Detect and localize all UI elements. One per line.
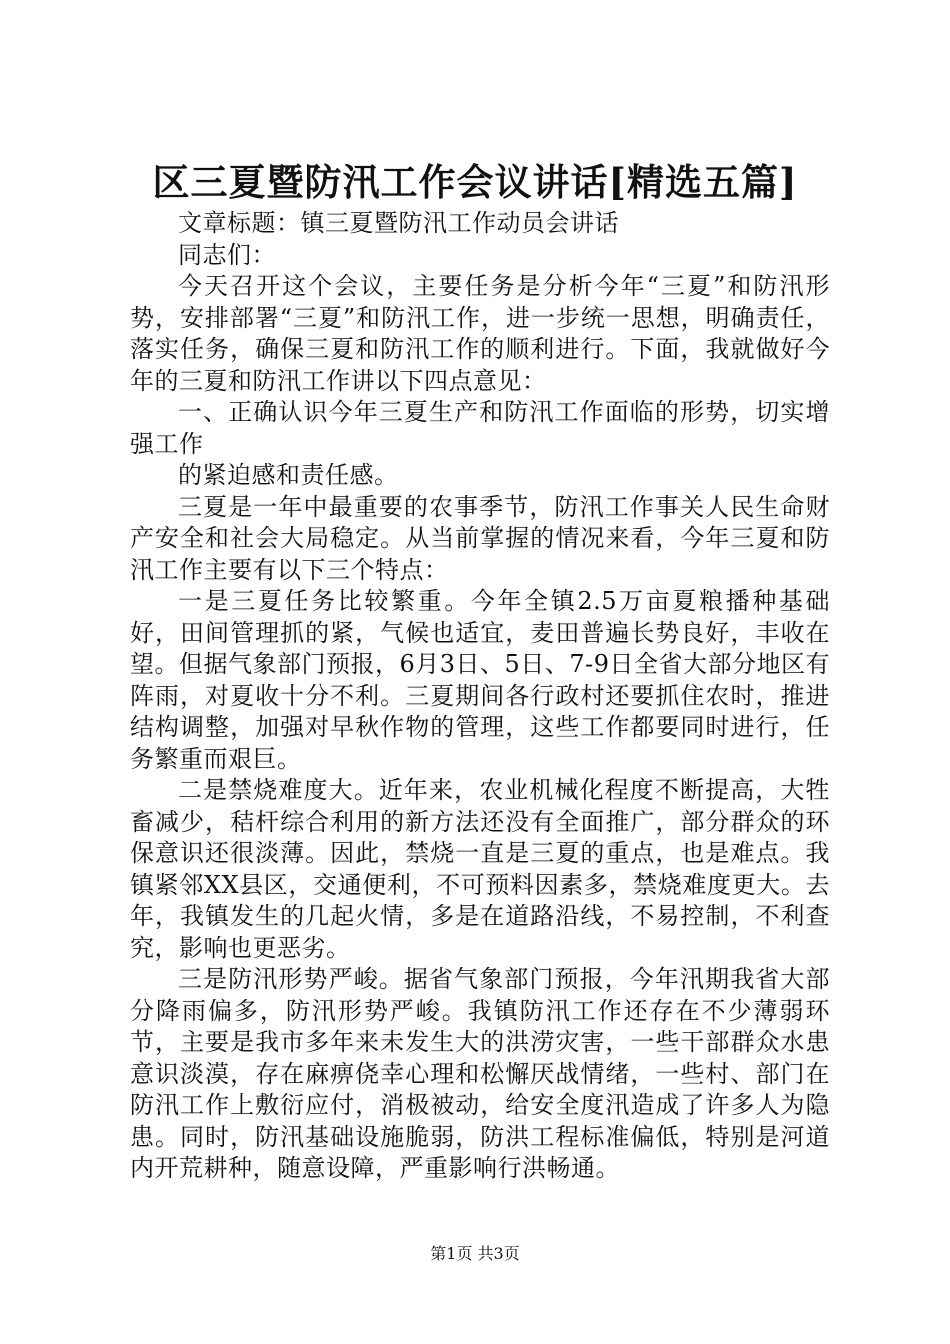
document-body xyxy=(130,208,830,1185)
paragraph-characteristics: 三夏是一年中最重要的农事季节，防汛工作事关人民生命财产安全和社会大局稳定。从当前掌握的情况来看，今年三夏和防汛工作主要有以下三个特点： xyxy=(130,492,830,584)
article-title-line: 文章标题：镇三夏暨防汛工作动员会讲话 xyxy=(178,209,619,237)
page-number-footer: 第1页 共3页 xyxy=(430,1244,520,1263)
section-heading-1-continued: 的紧迫感和责任感。 xyxy=(178,461,399,489)
document-title: 区三夏暨防汛工作会议讲话[精选五篇] xyxy=(152,160,798,204)
section-heading-1: 一、正确认识今年三夏生产和防汛工作面临的形势，切实增强工作 xyxy=(130,398,830,458)
paragraph-point-3: 三是防汛形势严峻。据省气象部门预报，今年汛期我省大部分降雨偏多，防汛形势严峻。我镇防汛工作还存在不少薄弱环节，主要是我市多年来未发生大的洪涝灾害，一些干部群众水患意识淡漠，存在麻痹侥幸心理和松懈厌战情绪，一些村、部门在防汛工作上敷衍应付，消极被动，给安全度汛造成了许多人为隐患。同时，防汛基础设施脆弱，防洪工程标准偏低，特别是河道内开荒耕种，随意设障，严重影响行洪畅通。 xyxy=(130,965,830,1182)
paragraph-point-2: 二是禁烧难度大。近年来，农业机械化程度不断提高，大牲畜减少，秸杆综合利用的新方法还没有全面推广，部分群众的环保意识还很淡薄。因此，禁烧一直是三夏的重点，也是难点。我镇紧邻XX县区，交通便利，不可预料因素多，禁烧难度更大。去年，我镇发生的几起火情，多是在道路沿线，不易控制，不利查究，影响也更恶劣。 xyxy=(130,776,830,962)
paragraph-point-1: 一是三夏任务比较繁重。今年全镇2.5万亩夏粮播种基础好，田间管理抓的紧，气候也适宜，麦田普遍长势良好，丰收在望。但据气象部门预报，6月3日、5日、7-9日全省大部分地区有阵雨，对夏收十分不利。三夏期间各行政村还要抓住农时，推进结构调整，加强对早秋作物的管理，这些工作都要同时进行，任务繁重而艰巨。 xyxy=(130,587,830,773)
salutation: 同志们： xyxy=(178,240,276,269)
paragraph-intro: 今天召开这个会议，主要任务是分析今年“三夏”和防汛形势，安排部署“三夏”和防汛工作，进一步统一思想，明确责任，落实任务，确保三夏和防汛工作的顺利进行。下面，我就做好今年的三夏和防汛工作讲以下四点意见： xyxy=(130,272,830,395)
